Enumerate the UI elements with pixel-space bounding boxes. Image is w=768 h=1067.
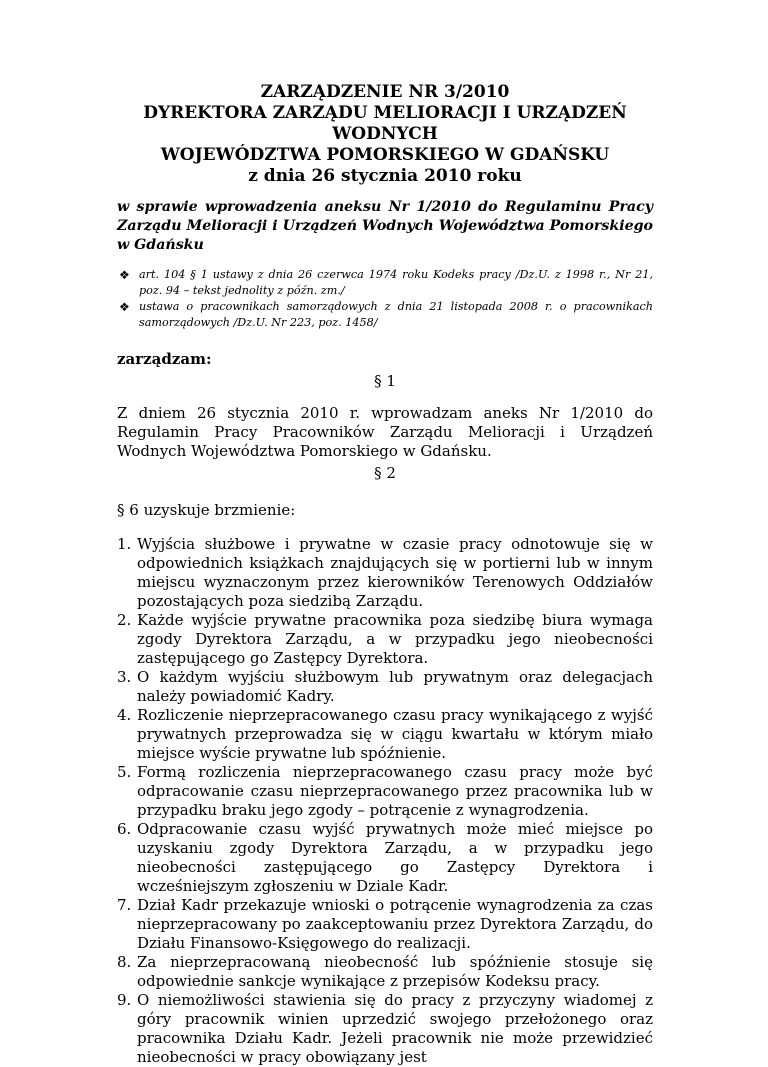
title-line-1: ZARZĄDZENIE NR 3/2010 [260, 82, 510, 102]
list-item: 1. Wyjścia służbowe i prywatne w czasie pracy odnotowuje się w odpowiednich książkach znajdujących się w portierni lub w innym miejscu wyznaczonym przez kierowników Terenowych Oddziałów pozostających poza siedzibą Zarządu. [117, 535, 653, 610]
section-2-heading: § 2 [374, 464, 396, 482]
diamond-bullet-icon: ❖ [119, 268, 130, 282]
list-item: 5. Formą rozliczenia nieprzepracowanego czasu pracy może być odpracowanie czasu nieprzepracowanego przez pracownika lub w przypadku braku jego zgody – potrącenie z wynagrodzenia. [117, 763, 653, 819]
decree-statement: zarządzam: [117, 350, 212, 368]
list-item: 7. Dział Kadr przekazuje wnioski o potrącenie wynagrodzenia za czas nieprzepracowany po zaakceptowaniu przez Dyrektora Zarządu, do Działu Finansowo-Księgowego do realizacji. [117, 896, 653, 952]
legal-basis-item: ❖ art. 104 § 1 ustawy z dnia 26 czerwca 1974 roku Kodeks pracy /Dz.U. z 1998 r., Nr 21, poz. 94 – tekst jednolity z późn. zm./ [119, 268, 653, 297]
list-item: 3. O każdym wyjściu służbowym lub prywatnym oraz delegacjach należy powiadomić Kadry. [117, 668, 653, 705]
legal-basis-item: ❖ ustawa o pracownikach samorządowych z dnia 21 listopada 2008 r. o pracownikach samorządowych /Dz.U. Nr 223, poz. 1458/ [119, 300, 653, 329]
section-1-heading: § 1 [374, 372, 396, 390]
title-line-3: WOJEWÓDZTWA POMORSKIEGO W GDAŃSKU [160, 145, 610, 165]
list-item: 2. Każde wyjście prywatne pracownika poza siedzibę biura wymaga zgody Dyrektora Zarządu, a w przypadku jego nieobecności zastępującego go Zastępcy Dyrektora. [117, 611, 653, 667]
list-item: 9. O niemożliwości stawienia się do pracy z przyczyny wiadomej z góry pracownik winien uprzedzić swojego przełożonego oraz pracownika Działu Kadr. Jeżeli pracownik nie może przewidzieć nieobecności w pracy obowiązany jest [117, 991, 653, 1066]
section-2-intro: § 6 uzyskuje brzmienie: [117, 501, 296, 519]
diamond-bullet-icon: ❖ [119, 300, 130, 314]
title-date: z dnia 26 stycznia 2010 roku [248, 166, 522, 186]
list-item: 8. Za nieprzepracowaną nieobecność lub spóźnienie stosuje się odpowiednie sankcje wynikające z przepisów Kodeksu pracy. [117, 953, 653, 990]
title-line-2: DYREKTORA ZARZĄDU MELIORACJI I URZĄDZEŃ WODNYCH [143, 103, 627, 144]
document-title [117, 82, 653, 187]
list-item: 6. Odpracowanie czasu wyjść prywatnych może mieć miejsce po uzyskaniu zgody Dyrektora Zarządu, a w przypadku jego nieobecności zastępującego go Zastępcy Dyrektora i wcześniejszym zgłoszeniu w Dziale Kadr. [117, 820, 653, 895]
section-2-list [117, 535, 653, 1067]
section-1-text: Z dniem 26 stycznia 2010 r. wprowadzam aneks Nr 1/2010 do Regulamin Pracy Pracowników Zarządu Melioracji i Urządzeń Wodnych Województwa Pomorskiego w Gdańsku. [117, 404, 653, 460]
document-subject: w sprawie wprowadzenia aneksu Nr 1/2010 do Regulaminu Pracy Zarządu Melioracji i Urządzeń Wodnych Województwa Pomorskiego w Gdańsku [117, 199, 653, 253]
list-item: 4. Rozliczenie nieprzepracowanego czasu pracy wynikającego z wyjść prywatnych przeprowadza się w ciągu kwartału w którym miało miejsce wyście prywatne lub spóźnienie. [117, 706, 653, 762]
legal-basis-list [117, 267, 653, 331]
